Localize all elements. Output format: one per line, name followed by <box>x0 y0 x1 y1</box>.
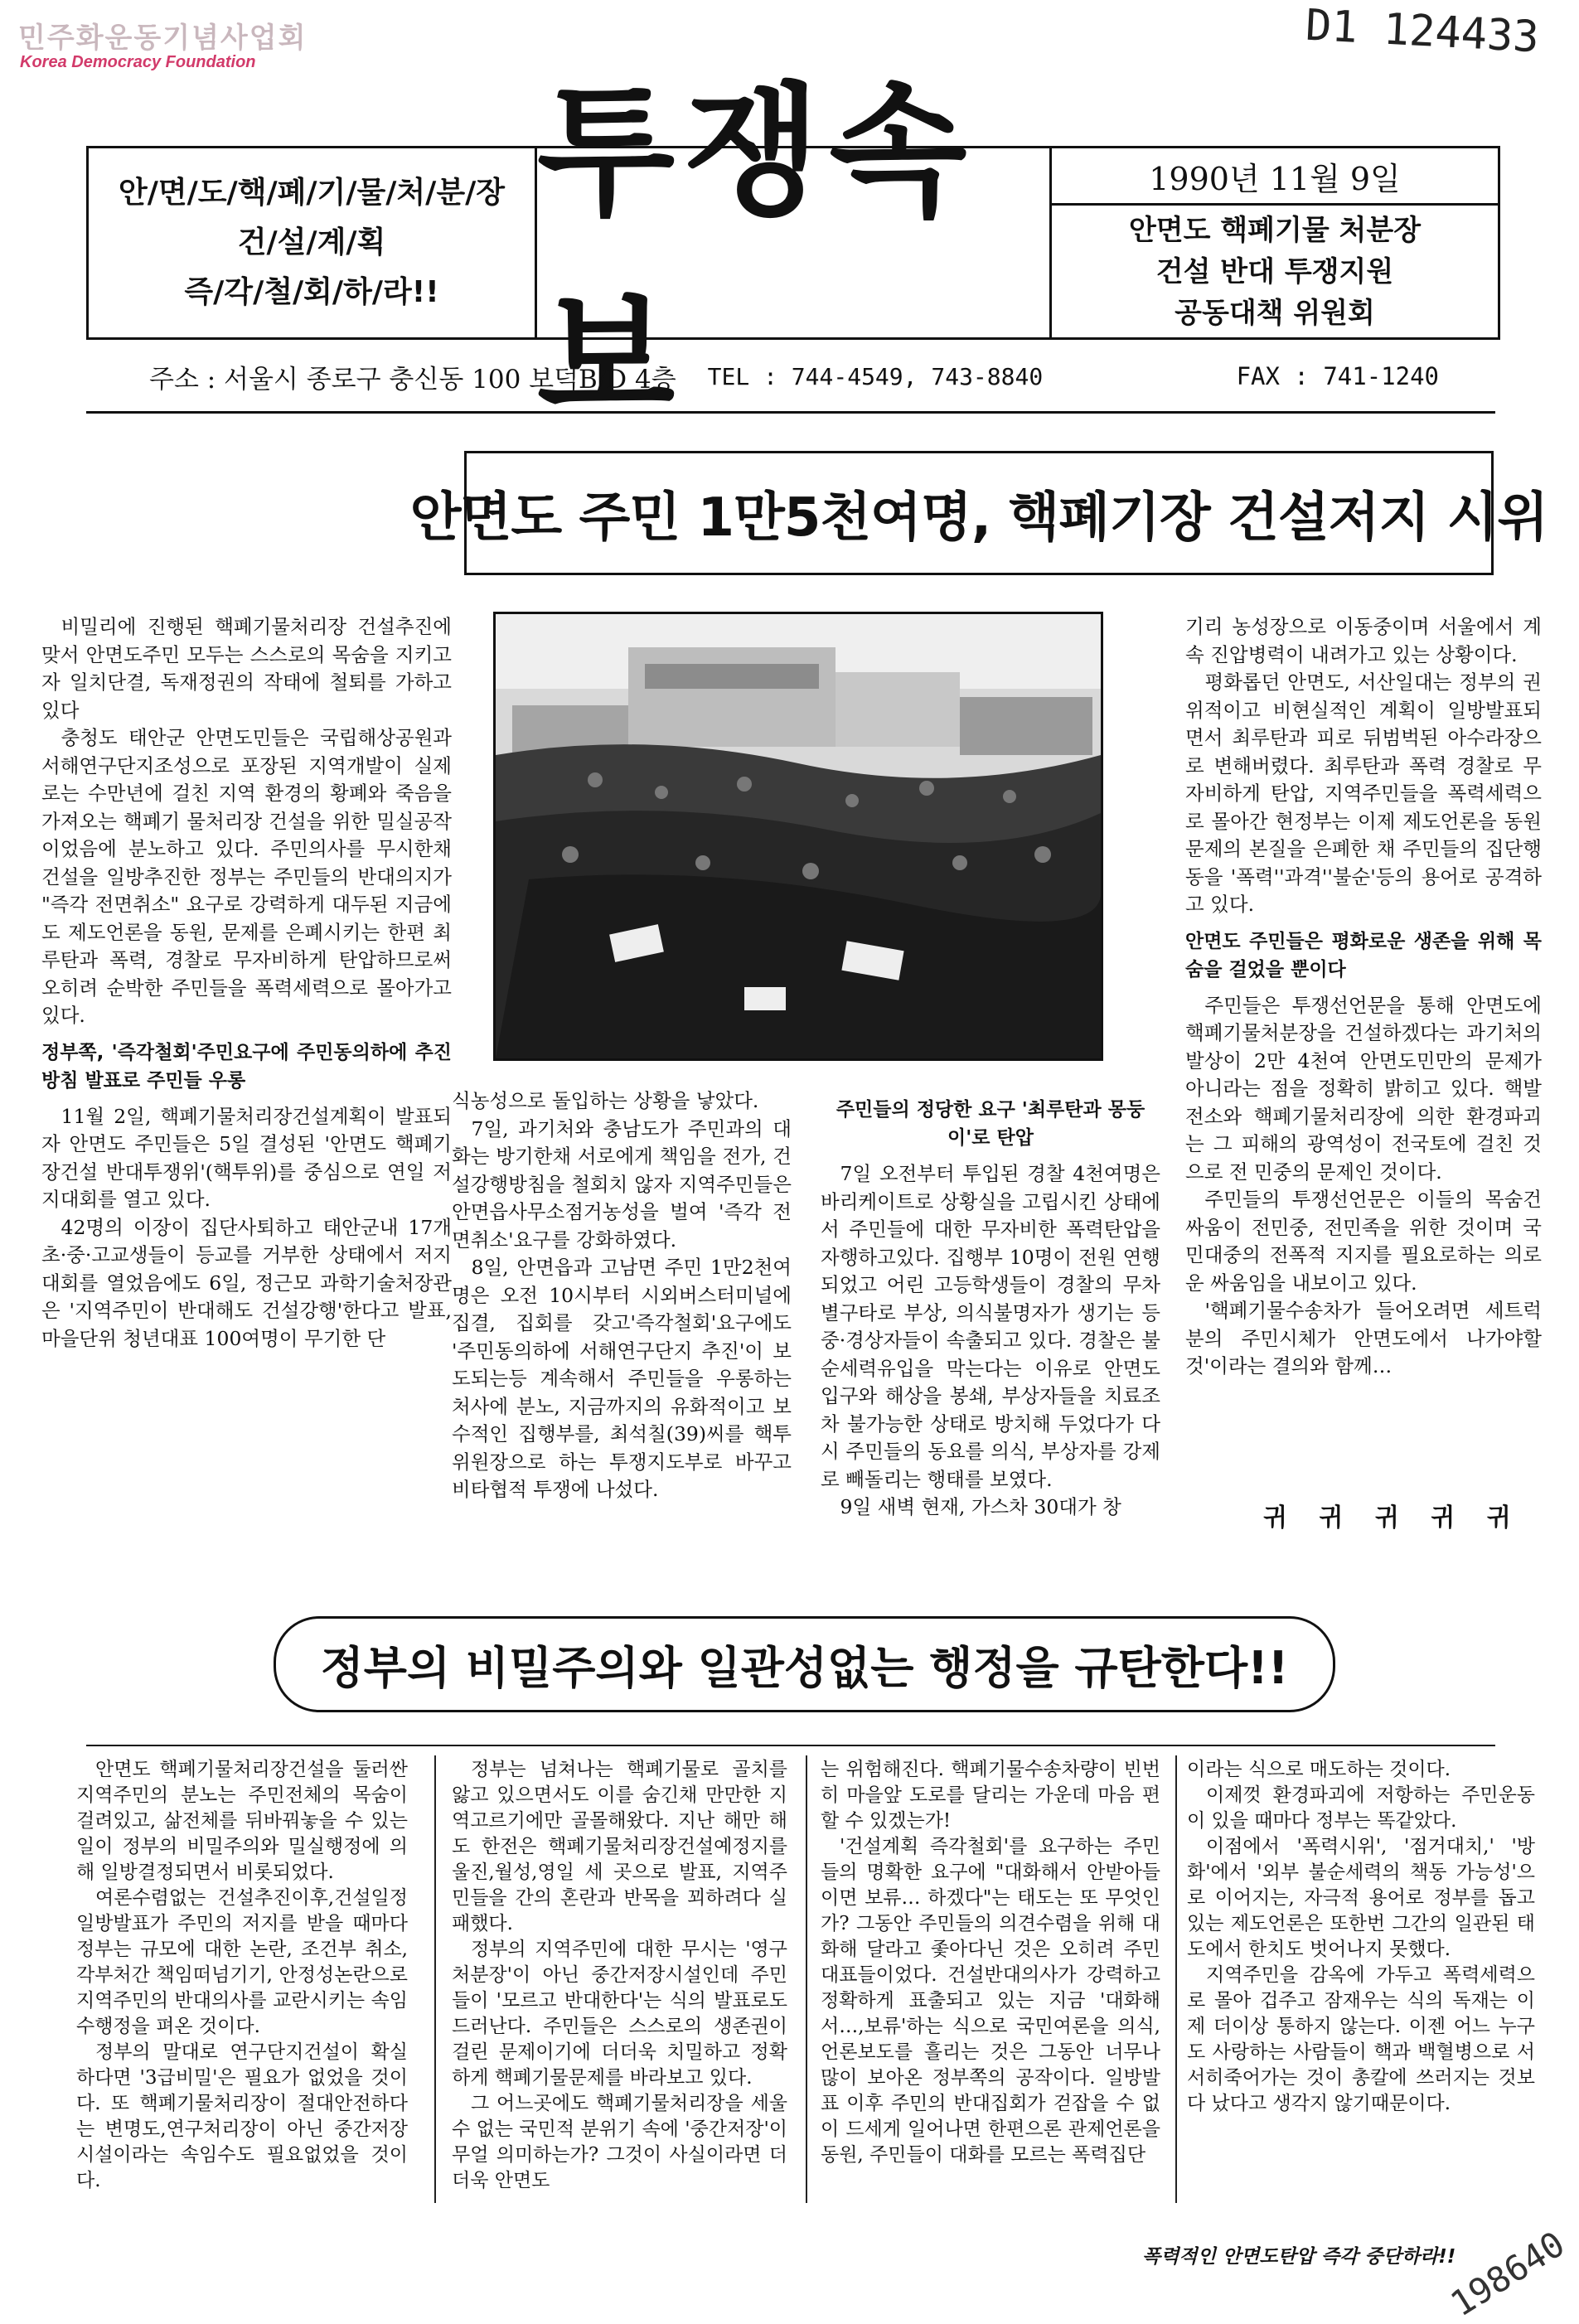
paragraph: 지역주민을 감옥에 가두고 폭력세력으로 몰아 겁주고 잠재우는 식의 독재는 이제 더이상 통하지 않는다. 이젠 어느 누구도 사랑하는 사람들이 핵과 백혈병으로 서서히죽어가는 것이 총칼에 쓰러지는 것보다 났다고 생각지 않기때문이다. <box>1187 1964 1535 2114</box>
newsletter-title: 투쟁속보 <box>537 69 976 440</box>
paragraph: '핵폐기물수송차가 들어오려면 세트럭분의 주민시체가 안면도에서 나가야할 것'이라는 결의와 함께… <box>1185 1299 1542 1377</box>
paragraph: 9일 새벽 현재, 가스차 30대가 창 <box>840 1495 1121 1518</box>
main-headline: 안면도 주민 1만5천여명, 핵폐기장 건설저지 시위 <box>464 451 1494 575</box>
telephone-text: TEL : 744-4549, 743-8840 <box>707 362 1044 390</box>
masthead-info <box>1049 148 1498 337</box>
paragraph: 정부의 지역주민에 대한 무시는 '영구처분장'이 아닌 중간저장시설인데 주민들이 '모르고 반대한다'는 식의 발표로도 드러난다. 주민들은 스스로의 생존권이 걸린 문제이기에 더더욱 치밀하고 정확하게 핵폐기물문제를 바라보고 있다. <box>452 1939 787 2089</box>
paragraph: 정부는 넘쳐나는 핵폐기물로 골치를 앓고 있으면서도 이를 숨긴채 만만한 지역고르기에만 골몰해왔다. 지난 해만 해도 한전은 핵폐기물처리장건설예정지를 울진,월성,영일 세 곳으로 발표, 지역주민들을 간의 혼란과 반목을 꾀하려다 실패했다. <box>452 1759 787 1934</box>
column-divider <box>434 1755 436 2203</box>
watermark-english: Korea Democracy Foundation <box>20 53 256 71</box>
issue-date: 1990년 11월 9일 <box>1052 148 1498 206</box>
paragraph: 7일, 과기처와 충남도가 주민과의 대화는 방기한채 서로에게 책임을 전가, 건설강행방침을 철회치 않자 지역주민들은 안면읍사무소점거농성을 벌여 '즉각 전면취소'요구를 강화하였다. <box>452 1116 792 1252</box>
column-divider <box>806 1755 807 2203</box>
paragraph: 여론수렴없는 건설추진이후,건설일정일방발표가 주민의 저지를 받을 때마다 정부는 규모에 대한 논란, 조건부 취소, 각부처간 책임떠넘기기, 안정성논란으로 지역주민의 반대의사를 교란시키는 속임수행정을 펴온 것이다. <box>76 1887 408 2037</box>
archive-code: D1 124433 <box>1304 0 1541 63</box>
protest-crowd-photo-icon <box>493 612 1103 1061</box>
org-line: 공동대책 위원회 <box>1175 296 1375 330</box>
article2-col1 <box>76 1757 408 2194</box>
article1-col2 <box>452 1087 792 1504</box>
article2-col2 <box>452 1757 787 2194</box>
section-subhead: 안면도 주민들은 평화로운 생존을 위해 목숨을 걸었을 뿐이다 <box>1185 930 1542 980</box>
paragraph: 그 어느곳에도 핵폐기물처리장을 세울 수 없는 국민적 분위기 속에 '중간저장'이 무얼 의미하는가? 그것이 사실이라면 더더욱 안면도 <box>452 2093 787 2191</box>
paragraph: 주민들은 투쟁선언문을 통해 안면도에 핵폐기물처분장을 건설하겠다는 과기처의 발상이 2만 4천여 안면도민만의 문제가 아니라는 점을 정확히 밝히고 있다. 핵발전소와 핵폐기물처리장에 의한 환경파괴는 그 피해의 광역성이 전국토에 걸친 것으로 전 민중의 문제인 것이다. <box>1185 993 1542 1184</box>
paragraph: 이제껏 환경파괴에 저항하는 주민운동이 있을 때마다 정부는 똑같았다. <box>1187 1784 1535 1832</box>
address-text: 주소 : 서울시 종로구 충신동 100 보덕B/D 4층 <box>149 364 676 395</box>
slogan-line: 건/설/계/획 <box>237 225 386 259</box>
sub-headline: 정부의 비밀주의와 일관성없는 행정을 규탄한다!! <box>274 1616 1335 1712</box>
section-subhead: 정부쪽, '즉각철회'주민요구에 주민동의하에 추진방침 발표로 주민들 우롱 <box>41 1041 452 1092</box>
paragraph: 정부의 말대로 연구단지건설이 확실하다면 '3급비밀'은 필요가 없었을 것이다. 또 핵폐기물처리장이 절대안전하다는 변명도,연구처리장이 아닌 중간저장시설이라는 속임수도 필요없었을 것이다. <box>76 2041 408 2191</box>
slogan-line: 안/면/도/핵/폐/기/물/처/분/장 <box>118 176 506 210</box>
divider <box>86 1745 1495 1746</box>
article2-col3 <box>821 1757 1160 2168</box>
article1-col4 <box>1185 613 1542 1381</box>
paragraph: 기리 농성장으로 이동중이며 서울에서 계속 진압병력이 내려가고 있는 상황이다. <box>1185 615 1542 666</box>
paragraph: 비밀리에 진행된 핵폐기물처리장 건설추진에 맞서 안면도주민 모두는 스스로의 목숨을 지키고자 일치단결, 독재정권의 작태에 철퇴를 가하고 있다 <box>41 615 452 722</box>
handwritten-number: 198640 <box>1443 2223 1572 2324</box>
paragraph: 주민들의 투쟁선언문은 이들의 목숨건 싸움이 전민중, 전민족을 위한 것이며 국민대중의 전폭적 지지를 필요로하는 의로운 싸움임을 내보이고 있다. <box>1185 1188 1542 1295</box>
paragraph: 충청도 태안군 안면도민들은 국립해상공원과 서해연구단지조성으로 포장된 지역개발이 실제로는 수만년에 걸친 지역 환경의 황폐와 죽음을 가져오는 핵폐기 물처리장 건설을 위한 밀실공작이었음에 분노하고 있다. 주민의사를 무시한채 건설을 일방추진한 정부는 주민들의 반대의지가 "즉각 전면취소" 요구로 강력하게 대두된 지금에도 제도언론을 동원, 문제를 은폐시키는 한편 최루탄과 폭력, 경찰로 무자비하게 탄압하므로써 오히려 순박한 주민들을 폭력세력으로 몰아가고 있다. <box>41 726 452 1027</box>
article2-col4 <box>1187 1757 1535 2117</box>
article1-col1 <box>41 613 452 1353</box>
watermark-korean: 민주화운동기념사업회 <box>18 22 308 55</box>
paragraph: 11월 2일, 핵폐기물처리장건설계획이 발표되자 안면도 주민들은 5일 결성된 '안면도 핵폐기장건설 반대투쟁위'(핵투위)를 중심으로 연일 저지대회를 열고 있다. <box>41 1104 452 1211</box>
org-line: 건설 반대 투쟁지원 <box>1155 254 1394 288</box>
article1-col3 <box>821 1087 1160 1522</box>
slogan-line: 즉/각/철/회/하/라!! <box>184 275 439 309</box>
publisher-org <box>1052 206 1498 337</box>
paragraph: 7일 오전부터 투입된 경찰 4천여명은 바리케이트로 상황실을 고립시킨 상태에서 주민들에 대한 무자비한 폭력탄압을 자행하고있다. 집행부 10명이 전원 연행되었고 어린 고등학생들이 경찰의 무차별구타로 부상, 의식불명자가 생기는 등 중·경상자들이 속출되고 있다. 경찰은 불순세력유입을 막는다는 이유로 안면도 입구와 해상을 봉쇄, 부상자들을 치료조차 불가능한 상태로 방치해 두었다가 다시 주민들의 동요를 의식, 부상자를 강제로 빼돌리는 행태를 보였다. <box>821 1162 1160 1491</box>
paragraph: '건설계획 즉각철회'를 요구하는 주민들의 명확한 요구에 "대화해서 안받아들이면 보류… 하겠다"는 태도는 또 무엇인가? 그동안 주민들의 의견수렴을 위해 대화해 달라고 좇아다닌 것은 오히려 주민대표들이었다. 건설반대의사가 강력하고 정확하게 표출되고 있는 지금 '대화해서…,보류'하는 식으로 국민여론을 의식, 언론보도를 흘리는 것은 그동안 너무나 많이 보아온 정부쪽의 공작이다. 일방발표 이후 주민의 반대집회가 걷잡을 수 없이 드세게 일어나면 한편으론 관제언론을 동원, 주민들이 대화를 모르는 폭력집단 <box>821 1836 1160 2166</box>
paragraph: 는 위험해진다. 핵폐기물수송차량이 빈번히 마을앞 도로를 달리는 가운데 마음 편할 수 있겠는가! <box>821 1759 1160 1832</box>
paragraph: 42명의 이장이 집단사퇴하고 태안군내 17개 초·중·고교생들이 등교를 거부한 상태에서 저지대회를 열었음에도 6일, 정근모 과학기술처장관은 '지역주민이 반대해도 건설강행'한다고 발표, 마을단위 청년대표 100여명이 무기한 단 <box>41 1215 452 1350</box>
paragraph: 8일, 안면읍과 고남면 주민 1만2천여명은 오전 10시부터 시외버스터미널에 집결, 집회를 갖고'즉각철회'요구에도 '주민동의하에 서해연구단지 추진'이 보도되는등 계속해서 주민들을 우롱하는 처사에 분노, 지금까지의 유화적이고 보수적인 집행부를, 최석칠(39)씨를 핵투위원장으로 하는 투쟁지도부로 바꾸고 비타협적 투쟁에 나섰다. <box>452 1256 792 1501</box>
address-bar <box>86 341 1495 414</box>
section-subhead: 주민들의 정당한 요구 '최루탄과 몽둥이'로 탄압 <box>836 1099 1146 1149</box>
org-line: 안면도 핵폐기물 처분장 <box>1128 213 1422 247</box>
paragraph: 이라는 식으로 매도하는 것이다. <box>1187 1759 1451 1780</box>
column-divider <box>1175 1755 1177 2203</box>
paragraph: 식농성으로 돌입하는 상황을 낳았다. <box>452 1089 759 1112</box>
end-mark: 귀 귀 귀 귀 귀 <box>1263 1503 1523 1532</box>
closing-slogan: 폭력적인 안면도탄압 즉각 중단하라!! <box>1142 2246 1456 2268</box>
paragraph: 이점에서 '폭력시위', '점거대치,' '방화'에서 '외부 불순세력의 책동 가능성'으로 이어지는, 자극적 용어로 정부를 돕고있는 제도언론은 또한번 그간의 일관된 태도에서 한치도 벗어나지 못했다. <box>1187 1836 1535 1960</box>
paragraph: 평화롭던 안면도, 서산일대는 정부의 권위적이고 비현실적인 계획이 일방발표되면서 최루탄과 피로 뒤범벅된 아수라장으로 변해버렸다. 최루탄과 폭력 경찰로 무자비하게 탄압, 지역주민들을 폭력세력으로 몰아간 현정부는 이제 제도언론을 동원 문제의 본질을 은폐한 채 주민들의 집단행동을 '폭력''과격''불순'등의 용어로 공격하고 있다. <box>1185 671 1542 916</box>
fax-text: FAX : 741-1240 <box>1236 362 1439 390</box>
masthead-slogan <box>89 148 537 337</box>
paragraph: 안면도 핵폐기물처리장건설을 둘러싼 지역주민의 분노는 주민전체의 목숨이 걸려있고, 삶전체를 뒤바꿔놓을 수 있는 일이 정부의 비밀주의와 밀실행정에 의해 일방결정되면서 비롯되었다. <box>76 1759 408 1883</box>
